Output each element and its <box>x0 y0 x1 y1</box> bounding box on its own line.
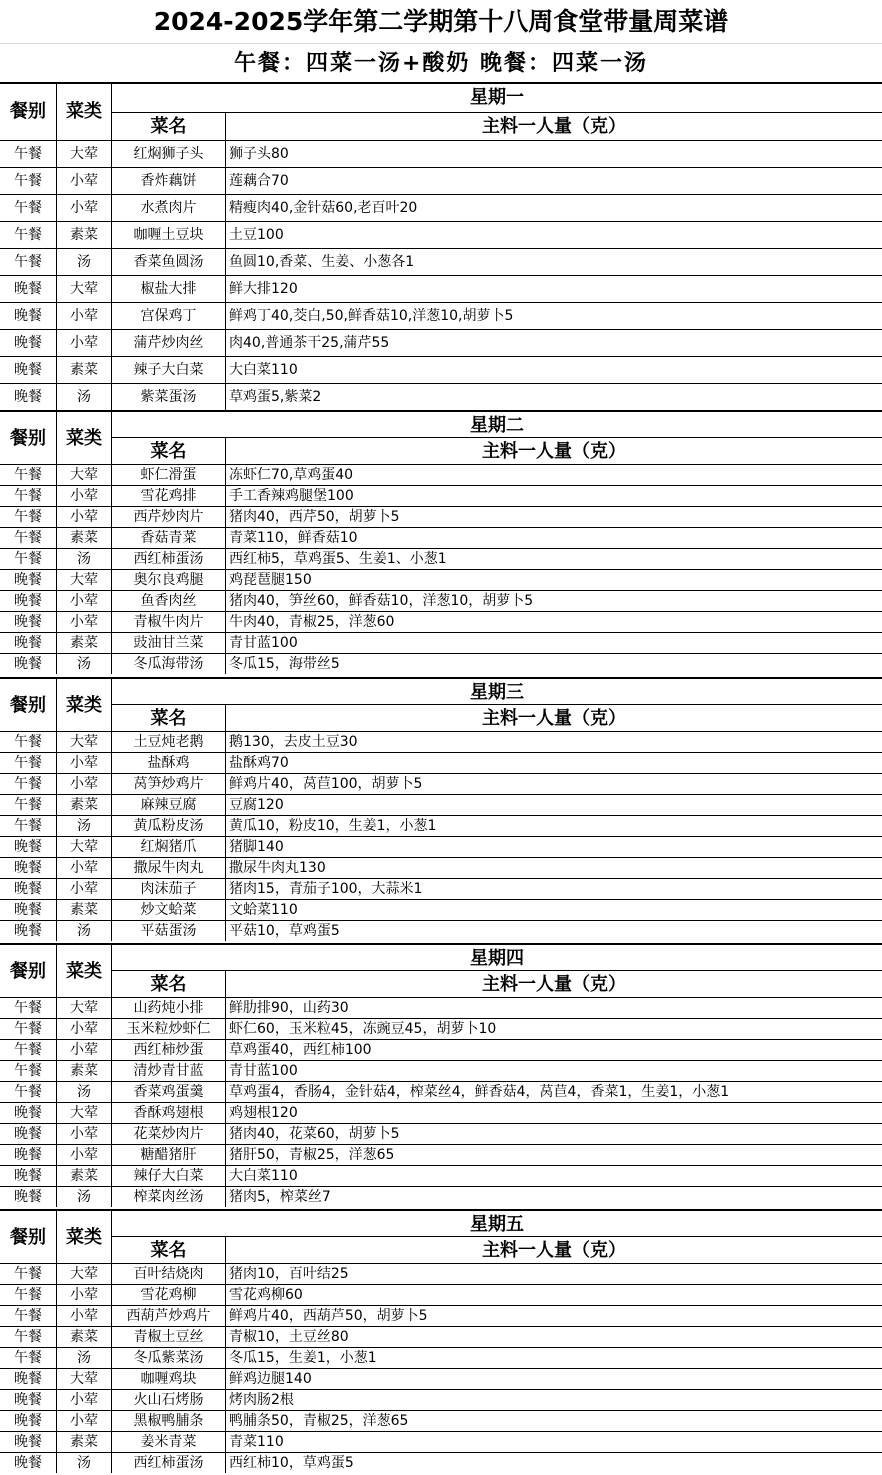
day-name: 星期五 <box>111 1209 882 1236</box>
dish-cell: 雪花鸡排 <box>111 485 225 506</box>
meal-cell: 午餐 <box>0 506 56 527</box>
dish-cell: 雪花鸡柳 <box>111 1284 225 1305</box>
category-cell: 小荤 <box>56 1389 111 1410</box>
dish-cell: 虾仁滑蛋 <box>111 464 225 485</box>
category-cell: 素菜 <box>56 1165 111 1186</box>
amount-header: 主料一人量（克） <box>225 112 882 140</box>
table-row <box>0 506 882 527</box>
dish-cell: 蒲芹炒肉丝 <box>111 329 225 356</box>
day-name: 星期一 <box>111 84 882 112</box>
category-cell: 小荤 <box>56 167 111 194</box>
table-row <box>0 356 882 383</box>
day-block <box>0 677 882 941</box>
category-cell: 小荤 <box>56 485 111 506</box>
table-row <box>0 302 882 329</box>
ingredient-cell: 青甘蓝100 <box>225 1060 882 1081</box>
category-cell: 素菜 <box>56 527 111 548</box>
day-name: 星期三 <box>111 677 882 704</box>
meal-cell: 晚餐 <box>0 857 56 878</box>
table-row <box>0 140 882 167</box>
page-title: 2024-2025学年第二学期第十八周食堂带量周菜谱 <box>0 0 882 44</box>
ingredient-cell: 草鸡蛋40，西红柿100 <box>225 1039 882 1060</box>
category-cell: 汤 <box>56 1347 111 1368</box>
table-row <box>0 632 882 653</box>
meal-cell: 午餐 <box>0 464 56 485</box>
dish-cell: 香菇青菜 <box>111 527 225 548</box>
meal-summary: 午餐：四菜一汤+酸奶 晚餐：四菜一汤 <box>0 44 882 84</box>
day-name: 星期四 <box>111 943 882 970</box>
category-header: 菜类 <box>56 410 111 464</box>
table-row <box>0 899 882 920</box>
meal-cell: 晚餐 <box>0 1165 56 1186</box>
dish-cell: 莴笋炒鸡片 <box>111 773 225 794</box>
meal-cell: 晚餐 <box>0 383 56 410</box>
table-row <box>0 1368 882 1389</box>
category-cell: 小荤 <box>56 329 111 356</box>
meal-cell: 午餐 <box>0 773 56 794</box>
category-cell: 汤 <box>56 1186 111 1207</box>
ingredient-cell: 鲜肋排90，山药30 <box>225 997 882 1018</box>
ingredient-cell: 冬瓜15，生姜1，小葱1 <box>225 1347 882 1368</box>
category-cell: 大荤 <box>56 1368 111 1389</box>
ingredient-cell: 大白菜110 <box>225 1165 882 1186</box>
category-cell: 汤 <box>56 383 111 410</box>
table-row <box>0 920 882 941</box>
ingredient-cell: 肉40,普通茶干25,蒲芹55 <box>225 329 882 356</box>
dish-cell: 炒文蛤菜 <box>111 899 225 920</box>
meal-cell: 午餐 <box>0 194 56 221</box>
dish-cell: 西红柿炒蛋 <box>111 1039 225 1060</box>
ingredient-cell: 狮子头80 <box>225 140 882 167</box>
dish-cell: 香菜鸡蛋羹 <box>111 1081 225 1102</box>
day-block <box>0 84 882 410</box>
dish-header: 菜名 <box>111 437 225 464</box>
ingredient-cell: 猪脚140 <box>225 836 882 857</box>
table-row <box>0 527 882 548</box>
category-cell: 大荤 <box>56 1263 111 1284</box>
dish-cell: 土豆炖老鹅 <box>111 731 225 752</box>
dish-cell: 姜米青菜 <box>111 1431 225 1452</box>
category-header: 菜类 <box>56 677 111 731</box>
table-row <box>0 548 882 569</box>
ingredient-cell: 虾仁60，玉米粒45，冻豌豆45，胡萝卜10 <box>225 1018 882 1039</box>
ingredient-cell: 烤肉肠2根 <box>225 1389 882 1410</box>
table-row <box>0 1284 882 1305</box>
ingredient-cell: 青椒10，土豆丝80 <box>225 1326 882 1347</box>
ingredient-cell: 冬瓜15，海带丝5 <box>225 653 882 674</box>
meal-cell: 晚餐 <box>0 590 56 611</box>
ingredient-cell: 雪花鸡柳60 <box>225 1284 882 1305</box>
category-header: 菜类 <box>56 943 111 997</box>
ingredient-cell: 鹅130，去皮土豆30 <box>225 731 882 752</box>
day-block <box>0 943 882 1207</box>
category-cell: 小荤 <box>56 194 111 221</box>
table-row <box>0 857 882 878</box>
table-row <box>0 836 882 857</box>
table-row <box>0 773 882 794</box>
meal-cell: 晚餐 <box>0 1410 56 1431</box>
category-cell: 大荤 <box>56 140 111 167</box>
table-row <box>0 997 882 1018</box>
meal-cell: 晚餐 <box>0 611 56 632</box>
ingredient-cell: 鲜鸡边腿140 <box>225 1368 882 1389</box>
meal-cell: 晚餐 <box>0 275 56 302</box>
dish-cell: 山药炖小排 <box>111 997 225 1018</box>
table-row <box>0 248 882 275</box>
meal-cell: 晚餐 <box>0 302 56 329</box>
category-header: 菜类 <box>56 1209 111 1263</box>
category-cell: 汤 <box>56 548 111 569</box>
ingredient-cell: 猪肉15，青茄子100，大蒜米1 <box>225 878 882 899</box>
table-row <box>0 611 882 632</box>
dish-cell: 红焖狮子头 <box>111 140 225 167</box>
day-name: 星期二 <box>111 410 882 437</box>
dish-cell: 宫保鸡丁 <box>111 302 225 329</box>
category-cell: 汤 <box>56 248 111 275</box>
dish-cell: 西红柿蛋汤 <box>111 1452 225 1473</box>
ingredient-cell: 鲜鸡片40，莴苣100，胡萝卜5 <box>225 773 882 794</box>
meal-cell: 午餐 <box>0 1060 56 1081</box>
ingredient-cell: 鱼圆10,香菜、生姜、小葱各1 <box>225 248 882 275</box>
ingredient-cell: 猪肝50，青椒25，洋葱65 <box>225 1144 882 1165</box>
meal-cell: 晚餐 <box>0 632 56 653</box>
category-cell: 小荤 <box>56 773 111 794</box>
dish-cell: 咖喱土豆块 <box>111 221 225 248</box>
ingredient-cell: 鸡翅根120 <box>225 1102 882 1123</box>
dish-header: 菜名 <box>111 970 225 997</box>
meal-cell: 午餐 <box>0 815 56 836</box>
table-row <box>0 1081 882 1102</box>
table-row <box>0 878 882 899</box>
ingredient-cell: 文蛤菜110 <box>225 899 882 920</box>
day-block <box>0 1209 882 1473</box>
table-row <box>0 731 882 752</box>
dish-cell: 黄瓜粉皮汤 <box>111 815 225 836</box>
ingredient-cell: 土豆100 <box>225 221 882 248</box>
dish-cell: 百叶结烧肉 <box>111 1263 225 1284</box>
table-row <box>0 1347 882 1368</box>
meal-cell: 晚餐 <box>0 1186 56 1207</box>
category-cell: 素菜 <box>56 899 111 920</box>
category-cell: 大荤 <box>56 569 111 590</box>
ingredient-cell: 猪肉40，笋丝60，鲜香菇10，洋葱10，胡萝卜5 <box>225 590 882 611</box>
ingredient-cell: 平菇10，草鸡蛋5 <box>225 920 882 941</box>
dish-header: 菜名 <box>111 1236 225 1263</box>
category-cell: 素菜 <box>56 632 111 653</box>
table-row <box>0 569 882 590</box>
category-cell: 小荤 <box>56 1305 111 1326</box>
dish-cell: 香炸藕饼 <box>111 167 225 194</box>
table-row <box>0 1144 882 1165</box>
ingredient-cell: 猪肉5，榨菜丝7 <box>225 1186 882 1207</box>
category-cell: 大荤 <box>56 731 111 752</box>
ingredient-cell: 莲藕合70 <box>225 167 882 194</box>
ingredient-cell: 鲜鸡丁40,茭白,50,鲜香菇10,洋葱10,胡萝卜5 <box>225 302 882 329</box>
meal-cell: 晚餐 <box>0 1431 56 1452</box>
day-block <box>0 410 882 674</box>
ingredient-cell: 黄瓜10，粉皮10，生姜1，小葱1 <box>225 815 882 836</box>
dish-cell: 西芹炒肉片 <box>111 506 225 527</box>
category-cell: 小荤 <box>56 1410 111 1431</box>
ingredient-cell: 鲜大排120 <box>225 275 882 302</box>
ingredient-cell: 草鸡蛋5,紫菜2 <box>225 383 882 410</box>
meal-cell: 晚餐 <box>0 1144 56 1165</box>
dish-cell: 盐酥鸡 <box>111 752 225 773</box>
table-row <box>0 1431 882 1452</box>
meal-cell: 午餐 <box>0 997 56 1018</box>
meal-cell: 晚餐 <box>0 878 56 899</box>
ingredient-cell: 猪肉10，百叶结25 <box>225 1263 882 1284</box>
meal-cell: 午餐 <box>0 140 56 167</box>
dish-cell: 椒盐大排 <box>111 275 225 302</box>
dish-cell: 西葫芦炒鸡片 <box>111 1305 225 1326</box>
meal-cell: 晚餐 <box>0 329 56 356</box>
dish-cell: 火山石烤肠 <box>111 1389 225 1410</box>
meal-cell: 午餐 <box>0 1347 56 1368</box>
meal-cell: 午餐 <box>0 1284 56 1305</box>
meal-cell: 午餐 <box>0 1018 56 1039</box>
dish-cell: 辣子大白菜 <box>111 356 225 383</box>
table-row <box>0 1326 882 1347</box>
ingredient-cell: 大白菜110 <box>225 356 882 383</box>
table-row <box>0 1410 882 1431</box>
table-row <box>0 1018 882 1039</box>
category-cell: 小荤 <box>56 1018 111 1039</box>
category-cell: 小荤 <box>56 506 111 527</box>
category-cell: 小荤 <box>56 1123 111 1144</box>
dish-cell: 清炒青甘蓝 <box>111 1060 225 1081</box>
meal-cell: 晚餐 <box>0 653 56 674</box>
dish-cell: 辣仔大白菜 <box>111 1165 225 1186</box>
category-cell: 小荤 <box>56 878 111 899</box>
amount-header: 主料一人量（克） <box>225 1236 882 1263</box>
dish-cell: 红焖猪爪 <box>111 836 225 857</box>
ingredient-cell: 手工香辣鸡腿堡100 <box>225 485 882 506</box>
category-cell: 小荤 <box>56 590 111 611</box>
meal-cell: 晚餐 <box>0 356 56 383</box>
dish-cell: 冬瓜海带汤 <box>111 653 225 674</box>
category-cell: 大荤 <box>56 836 111 857</box>
meal-cell: 晚餐 <box>0 1452 56 1473</box>
amount-header: 主料一人量（克） <box>225 970 882 997</box>
ingredient-cell: 豆腐120 <box>225 794 882 815</box>
amount-header: 主料一人量（克） <box>225 437 882 464</box>
meal-cell: 午餐 <box>0 527 56 548</box>
category-cell: 汤 <box>56 1452 111 1473</box>
ingredient-cell: 鸭脯条50，青椒25，洋葱65 <box>225 1410 882 1431</box>
table-row <box>0 464 882 485</box>
dish-cell: 麻辣豆腐 <box>111 794 225 815</box>
category-cell: 汤 <box>56 815 111 836</box>
dish-cell: 肉沫茄子 <box>111 878 225 899</box>
category-cell: 素菜 <box>56 794 111 815</box>
table-row <box>0 1305 882 1326</box>
category-cell: 素菜 <box>56 1060 111 1081</box>
category-cell: 大荤 <box>56 997 111 1018</box>
dish-cell: 香酥鸡翅根 <box>111 1102 225 1123</box>
meal-cell: 午餐 <box>0 167 56 194</box>
category-cell: 小荤 <box>56 1144 111 1165</box>
table-row <box>0 1186 882 1207</box>
meal-cell: 午餐 <box>0 1081 56 1102</box>
meal-header: 餐别 <box>0 943 56 997</box>
meal-header: 餐别 <box>0 410 56 464</box>
meal-header: 餐别 <box>0 677 56 731</box>
table-row <box>0 275 882 302</box>
ingredient-cell: 精瘦肉40,金针菇60,老百叶20 <box>225 194 882 221</box>
table-row <box>0 1060 882 1081</box>
meal-cell: 午餐 <box>0 752 56 773</box>
dish-cell: 紫菜蛋汤 <box>111 383 225 410</box>
meal-cell: 午餐 <box>0 248 56 275</box>
category-cell: 小荤 <box>56 752 111 773</box>
ingredient-cell: 牛肉40，青椒25，洋葱60 <box>225 611 882 632</box>
dish-cell: 水煮肉片 <box>111 194 225 221</box>
dish-cell: 西红柿蛋汤 <box>111 548 225 569</box>
table-row <box>0 167 882 194</box>
dish-cell: 青椒土豆丝 <box>111 1326 225 1347</box>
meal-header: 餐别 <box>0 1209 56 1263</box>
meal-cell: 午餐 <box>0 731 56 752</box>
category-cell: 小荤 <box>56 611 111 632</box>
table-row <box>0 752 882 773</box>
category-cell: 汤 <box>56 653 111 674</box>
table-row <box>0 485 882 506</box>
category-cell: 汤 <box>56 920 111 941</box>
category-cell: 小荤 <box>56 1039 111 1060</box>
category-cell: 小荤 <box>56 1284 111 1305</box>
category-cell: 小荤 <box>56 857 111 878</box>
table-row <box>0 1389 882 1410</box>
meal-cell: 晚餐 <box>0 899 56 920</box>
table-row <box>0 1123 882 1144</box>
table-row <box>0 590 882 611</box>
dish-cell: 冬瓜紫菜汤 <box>111 1347 225 1368</box>
ingredient-cell: 西红柿10，草鸡蛋5 <box>225 1452 882 1473</box>
amount-header: 主料一人量（克） <box>225 704 882 731</box>
meal-cell: 午餐 <box>0 1326 56 1347</box>
dish-header: 菜名 <box>111 112 225 140</box>
meal-cell: 午餐 <box>0 1039 56 1060</box>
category-cell: 素菜 <box>56 356 111 383</box>
ingredient-cell: 鲜鸡片40，西葫芦50，胡萝卜5 <box>225 1305 882 1326</box>
meal-cell: 午餐 <box>0 485 56 506</box>
table-row <box>0 1165 882 1186</box>
category-cell: 素菜 <box>56 221 111 248</box>
meal-cell: 晚餐 <box>0 920 56 941</box>
ingredient-cell: 西红柿5，草鸡蛋5、生姜1、小葱1 <box>225 548 882 569</box>
table-row <box>0 1452 882 1473</box>
ingredient-cell: 草鸡蛋4，香肠4，金针菇4，榨菜丝4，鲜香菇4，莴苣4，香菜1，生姜1，小葱1 <box>225 1081 882 1102</box>
dish-cell: 黑椒鸭脯条 <box>111 1410 225 1431</box>
meal-cell: 午餐 <box>0 221 56 248</box>
dish-cell: 鱼香肉丝 <box>111 590 225 611</box>
table-row <box>0 794 882 815</box>
dish-cell: 榨菜肉丝汤 <box>111 1186 225 1207</box>
dish-cell: 豉油甘兰菜 <box>111 632 225 653</box>
meal-cell: 晚餐 <box>0 836 56 857</box>
ingredient-cell: 盐酥鸡70 <box>225 752 882 773</box>
dish-cell: 平菇蛋汤 <box>111 920 225 941</box>
table-row <box>0 815 882 836</box>
table-row <box>0 1102 882 1123</box>
table-row <box>0 653 882 674</box>
ingredient-cell: 猪肉40，西芹50，胡萝卜5 <box>225 506 882 527</box>
ingredient-cell: 鸡琵琶腿150 <box>225 569 882 590</box>
dish-cell: 花菜炒肉片 <box>111 1123 225 1144</box>
table-row <box>0 221 882 248</box>
table-row <box>0 194 882 221</box>
ingredient-cell: 青菜110 <box>225 1431 882 1452</box>
meal-header: 餐别 <box>10 101 46 122</box>
table-row <box>0 1039 882 1060</box>
dish-cell: 香菜鱼圆汤 <box>111 248 225 275</box>
ingredient-cell: 猪肉40，花菜60，胡萝卜5 <box>225 1123 882 1144</box>
meal-cell: 午餐 <box>0 548 56 569</box>
meal-cell: 晚餐 <box>0 1389 56 1410</box>
category-cell: 素菜 <box>56 1326 111 1347</box>
ingredient-cell: 撒尿牛肉丸130 <box>225 857 882 878</box>
category-cell: 小荤 <box>56 302 111 329</box>
meal-cell: 午餐 <box>0 794 56 815</box>
meal-cell: 晚餐 <box>0 1123 56 1144</box>
dish-header: 菜名 <box>111 704 225 731</box>
meal-cell: 晚餐 <box>0 1102 56 1123</box>
meal-cell: 午餐 <box>0 1305 56 1326</box>
table-row <box>0 329 882 356</box>
ingredient-cell: 青甘蓝100 <box>225 632 882 653</box>
dish-cell: 咖喱鸡块 <box>111 1368 225 1389</box>
dish-cell: 玉米粒炒虾仁 <box>111 1018 225 1039</box>
category-header: 菜类 <box>56 84 111 140</box>
meal-cell: 午餐 <box>0 1263 56 1284</box>
category-cell: 大荤 <box>56 464 111 485</box>
dish-cell: 青椒牛肉片 <box>111 611 225 632</box>
table-row <box>0 383 882 410</box>
meal-cell: 晚餐 <box>0 1368 56 1389</box>
dish-cell: 奥尔良鸡腿 <box>111 569 225 590</box>
ingredient-cell: 青菜110，鲜香菇10 <box>225 527 882 548</box>
meal-cell: 晚餐 <box>0 569 56 590</box>
category-cell: 素菜 <box>56 1431 111 1452</box>
category-cell: 大荤 <box>56 1102 111 1123</box>
table-row <box>0 1263 882 1284</box>
category-cell: 汤 <box>56 1081 111 1102</box>
dish-cell: 撒尿牛肉丸 <box>111 857 225 878</box>
category-cell: 大荤 <box>56 275 111 302</box>
dish-cell: 糖醋猪肝 <box>111 1144 225 1165</box>
ingredient-cell: 冻虾仁70,草鸡蛋40 <box>225 464 882 485</box>
